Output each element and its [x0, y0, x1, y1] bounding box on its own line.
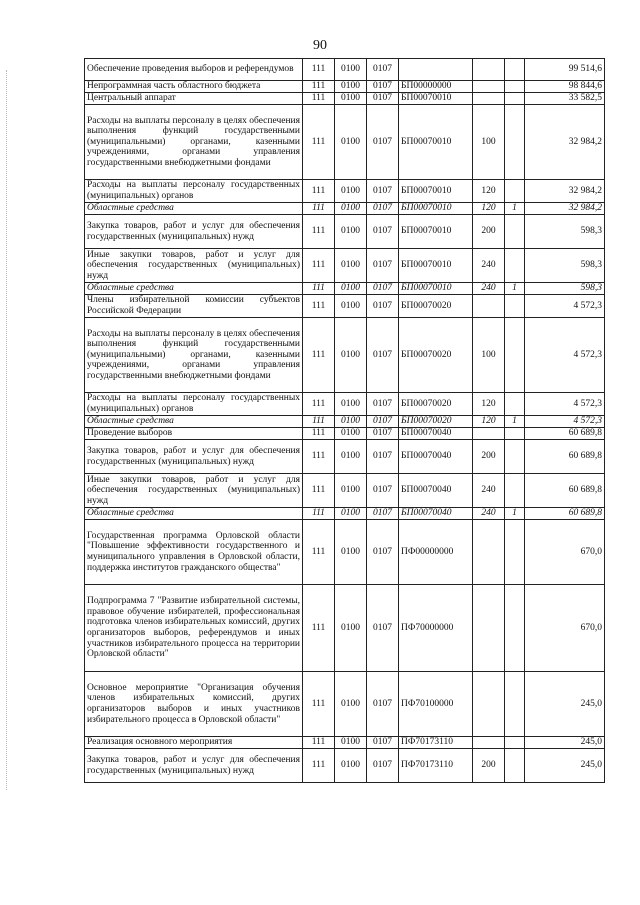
- funding-source-cell: [505, 474, 525, 508]
- expense-type-cell: 200: [473, 749, 505, 783]
- row-name-cell: Областные средства: [85, 203, 303, 215]
- funding-source-cell: [505, 105, 525, 180]
- funding-source-cell: 1: [505, 416, 525, 428]
- expense-type-cell: [473, 93, 505, 105]
- row-name-cell: Иные закупки товаров, работ и услуг для обеспечения государственных (муниципальных) нужд: [85, 474, 303, 508]
- funding-source-cell: [505, 749, 525, 783]
- subsection-code-cell: 0107: [367, 749, 399, 783]
- expense-type-cell: 120: [473, 416, 505, 428]
- subsection-code-cell: 0107: [367, 81, 399, 93]
- funding-source-cell: [505, 249, 525, 283]
- ministry-code-cell: 111: [303, 215, 335, 249]
- target-article-cell: БП00070020: [399, 295, 473, 318]
- target-article-cell: БП00070040: [399, 428, 473, 440]
- expense-type-cell: 240: [473, 249, 505, 283]
- table-row: [85, 215, 605, 249]
- funding-source-cell: [505, 59, 525, 81]
- table-row: [85, 59, 605, 81]
- ministry-code-cell: 111: [303, 81, 335, 93]
- row-name-cell: Областные средства: [85, 508, 303, 520]
- funding-source-cell: [505, 440, 525, 474]
- amount-cell: 98 844,6: [525, 81, 605, 93]
- row-name-cell: Обеспечение проведения выборов и референдумов: [85, 59, 303, 81]
- ministry-code-cell: 111: [303, 93, 335, 105]
- ministry-code-cell: 111: [303, 249, 335, 283]
- expense-type-cell: 120: [473, 393, 505, 416]
- target-article-cell: БП00070040: [399, 474, 473, 508]
- target-article-cell: ПФ70100000: [399, 672, 473, 737]
- target-article-cell: БП00070010: [399, 180, 473, 203]
- row-name-cell: Проведение выборов: [85, 428, 303, 440]
- subsection-code-cell: 0107: [367, 428, 399, 440]
- table-row: [85, 428, 605, 440]
- target-article-cell: [399, 59, 473, 81]
- ministry-code-cell: 111: [303, 203, 335, 215]
- subsection-code-cell: 0107: [367, 59, 399, 81]
- section-code-cell: 0100: [335, 749, 367, 783]
- expense-type-cell: 120: [473, 180, 505, 203]
- row-name-cell: Закупка товаров, работ и услуг для обеспечения государственных (муниципальных) нужд: [85, 440, 303, 474]
- target-article-cell: БП00070010: [399, 203, 473, 215]
- subsection-code-cell: 0107: [367, 508, 399, 520]
- amount-cell: 245,0: [525, 737, 605, 749]
- section-code-cell: 0100: [335, 318, 367, 393]
- table-row: [85, 737, 605, 749]
- table-row: [85, 393, 605, 416]
- target-article-cell: БП00070020: [399, 318, 473, 393]
- funding-source-cell: [505, 428, 525, 440]
- expense-type-cell: 200: [473, 215, 505, 249]
- ministry-code-cell: 111: [303, 416, 335, 428]
- expense-type-cell: [473, 737, 505, 749]
- expense-type-cell: [473, 585, 505, 672]
- ministry-code-cell: 111: [303, 105, 335, 180]
- expense-type-cell: [473, 295, 505, 318]
- expense-type-cell: 100: [473, 318, 505, 393]
- section-code-cell: 0100: [335, 180, 367, 203]
- section-code-cell: 0100: [335, 81, 367, 93]
- funding-source-cell: 1: [505, 283, 525, 295]
- expense-type-cell: [473, 520, 505, 585]
- ministry-code-cell: 111: [303, 508, 335, 520]
- section-code-cell: 0100: [335, 428, 367, 440]
- section-code-cell: 0100: [335, 508, 367, 520]
- target-article-cell: ПФ70173110: [399, 737, 473, 749]
- section-code-cell: 0100: [335, 283, 367, 295]
- amount-cell: 598,3: [525, 249, 605, 283]
- amount-cell: 32 984,2: [525, 180, 605, 203]
- ministry-code-cell: 111: [303, 318, 335, 393]
- section-code-cell: 0100: [335, 416, 367, 428]
- amount-cell: 60 689,8: [525, 474, 605, 508]
- amount-cell: 60 689,8: [525, 428, 605, 440]
- funding-source-cell: [505, 215, 525, 249]
- section-code-cell: 0100: [335, 737, 367, 749]
- funding-source-cell: [505, 318, 525, 393]
- funding-source-cell: [505, 393, 525, 416]
- section-code-cell: 0100: [335, 585, 367, 672]
- expense-type-cell: 240: [473, 474, 505, 508]
- funding-source-cell: [505, 93, 525, 105]
- ministry-code-cell: 111: [303, 672, 335, 737]
- section-code-cell: 0100: [335, 203, 367, 215]
- section-code-cell: 0100: [335, 93, 367, 105]
- amount-cell: 4 572,3: [525, 393, 605, 416]
- page-number: 90: [313, 38, 327, 53]
- subsection-code-cell: 0107: [367, 416, 399, 428]
- ministry-code-cell: 111: [303, 585, 335, 672]
- row-name-cell: Областные средства: [85, 416, 303, 428]
- funding-source-cell: [505, 672, 525, 737]
- table-row: [85, 585, 605, 672]
- amount-cell: 60 689,8: [525, 508, 605, 520]
- target-article-cell: БП00070040: [399, 508, 473, 520]
- subsection-code-cell: 0107: [367, 672, 399, 737]
- amount-cell: 598,3: [525, 283, 605, 295]
- funding-source-cell: [505, 81, 525, 93]
- target-article-cell: ПФ70000000: [399, 585, 473, 672]
- subsection-code-cell: 0107: [367, 440, 399, 474]
- target-article-cell: ПФ70173110: [399, 749, 473, 783]
- expense-type-cell: [473, 428, 505, 440]
- row-name-cell: Расходы на выплаты персоналу государственных (муниципальных) органов: [85, 393, 303, 416]
- subsection-code-cell: 0107: [367, 393, 399, 416]
- funding-source-cell: [505, 180, 525, 203]
- amount-cell: 245,0: [525, 672, 605, 737]
- amount-cell: 33 582,5: [525, 93, 605, 105]
- target-article-cell: БП00070020: [399, 393, 473, 416]
- row-name-cell: Непрограммная часть областного бюджета: [85, 81, 303, 93]
- ministry-code-cell: 111: [303, 520, 335, 585]
- table-row: [85, 81, 605, 93]
- expense-type-cell: [473, 59, 505, 81]
- section-code-cell: 0100: [335, 393, 367, 416]
- ministry-code-cell: 111: [303, 283, 335, 295]
- funding-source-cell: [505, 520, 525, 585]
- amount-cell: 245,0: [525, 749, 605, 783]
- ministry-code-cell: 111: [303, 180, 335, 203]
- amount-cell: 670,0: [525, 585, 605, 672]
- funding-source-cell: [505, 737, 525, 749]
- amount-cell: 598,3: [525, 215, 605, 249]
- expense-type-cell: 240: [473, 508, 505, 520]
- target-article-cell: БП00070020: [399, 416, 473, 428]
- subsection-code-cell: 0107: [367, 203, 399, 215]
- target-article-cell: БП00070010: [399, 249, 473, 283]
- row-name-cell: Центральный аппарат: [85, 93, 303, 105]
- target-article-cell: БП00000000: [399, 81, 473, 93]
- table-row: [85, 672, 605, 737]
- expense-type-cell: 240: [473, 283, 505, 295]
- subsection-code-cell: 0107: [367, 295, 399, 318]
- target-article-cell: БП00070010: [399, 93, 473, 105]
- table-row: [85, 520, 605, 585]
- subsection-code-cell: 0107: [367, 105, 399, 180]
- row-name-cell: Основное мероприятие "Организация обучения членов избирательных комиссий, других организаторов выборов и иных участников избирательного процесса в Орловской области": [85, 672, 303, 737]
- table-row: [85, 318, 605, 393]
- section-code-cell: 0100: [335, 59, 367, 81]
- section-code-cell: 0100: [335, 215, 367, 249]
- section-code-cell: 0100: [335, 672, 367, 737]
- target-article-cell: БП00070010: [399, 105, 473, 180]
- ministry-code-cell: 111: [303, 440, 335, 474]
- section-code-cell: 0100: [335, 520, 367, 585]
- row-name-cell: Иные закупки товаров, работ и услуг для обеспечения государственных (муниципальных) нужд: [85, 249, 303, 283]
- section-code-cell: 0100: [335, 474, 367, 508]
- section-code-cell: 0100: [335, 295, 367, 318]
- table-row: [85, 508, 605, 520]
- funding-source-cell: 1: [505, 508, 525, 520]
- subsection-code-cell: 0107: [367, 180, 399, 203]
- subsection-code-cell: 0107: [367, 474, 399, 508]
- row-name-cell: Расходы на выплаты персоналу в целях обеспечения выполнения функций государственными (муниципальными) органами, казенными учреждениями, органами управления государственными внебюджетными фондами: [85, 318, 303, 393]
- table-row: [85, 249, 605, 283]
- subsection-code-cell: 0107: [367, 283, 399, 295]
- ministry-code-cell: 111: [303, 428, 335, 440]
- amount-cell: 4 572,3: [525, 318, 605, 393]
- expense-type-cell: [473, 672, 505, 737]
- table-row: [85, 283, 605, 295]
- row-name-cell: Государственная программа Орловской области "Повышение эффективности государственного и муниципального управления в Орловской области, поддержка институтов гражданского общества": [85, 520, 303, 585]
- amount-cell: 32 984,2: [525, 203, 605, 215]
- expense-type-cell: 100: [473, 105, 505, 180]
- ministry-code-cell: 111: [303, 749, 335, 783]
- row-name-cell: Расходы на выплаты персоналу в целях обеспечения выполнения функций государственными (муниципальными) органами, казенными учреждениями, органами управления государственными внебюджетными фондами: [85, 105, 303, 180]
- table-row: [85, 749, 605, 783]
- ministry-code-cell: 111: [303, 393, 335, 416]
- amount-cell: 32 984,2: [525, 105, 605, 180]
- budget-table: [84, 58, 605, 783]
- table-row: [85, 474, 605, 508]
- subsection-code-cell: 0107: [367, 93, 399, 105]
- amount-cell: 4 572,3: [525, 416, 605, 428]
- amount-cell: 99 514,6: [525, 59, 605, 81]
- table-row: [85, 295, 605, 318]
- subsection-code-cell: 0107: [367, 585, 399, 672]
- ministry-code-cell: 111: [303, 59, 335, 81]
- table-row: [85, 93, 605, 105]
- target-article-cell: ПФ00000000: [399, 520, 473, 585]
- ministry-code-cell: 111: [303, 295, 335, 318]
- section-code-cell: 0100: [335, 105, 367, 180]
- table-row: [85, 180, 605, 203]
- table-row: [85, 203, 605, 215]
- subsection-code-cell: 0107: [367, 249, 399, 283]
- target-article-cell: БП00070040: [399, 440, 473, 474]
- target-article-cell: БП00070010: [399, 283, 473, 295]
- table-row: [85, 440, 605, 474]
- target-article-cell: БП00070010: [399, 215, 473, 249]
- funding-source-cell: [505, 295, 525, 318]
- subsection-code-cell: 0107: [367, 520, 399, 585]
- amount-cell: 4 572,3: [525, 295, 605, 318]
- section-code-cell: 0100: [335, 440, 367, 474]
- row-name-cell: Реализация основного мероприятия: [85, 737, 303, 749]
- expense-type-cell: [473, 81, 505, 93]
- amount-cell: 60 689,8: [525, 440, 605, 474]
- ministry-code-cell: 111: [303, 737, 335, 749]
- row-name-cell: Закупка товаров, работ и услуг для обеспечения государственных (муниципальных) нужд: [85, 749, 303, 783]
- row-name-cell: Подпрограмма 7 "Развитие избирательной системы, правовое обучение избирателей, профессиональная подготовка членов избирательных комиссий, других организаторов выборов, референдумов и иных участников избирательного процесса на территории Орловской области": [85, 585, 303, 672]
- table-row: [85, 416, 605, 428]
- row-name-cell: Члены избирательной комиссии субъектов Российской Федерации: [85, 295, 303, 318]
- margin-line: [6, 70, 7, 790]
- expense-type-cell: 200: [473, 440, 505, 474]
- table-row: [85, 105, 605, 180]
- ministry-code-cell: 111: [303, 474, 335, 508]
- row-name-cell: Расходы на выплаты персоналу государственных (муниципальных) органов: [85, 180, 303, 203]
- subsection-code-cell: 0107: [367, 215, 399, 249]
- funding-source-cell: [505, 585, 525, 672]
- row-name-cell: Закупка товаров, работ и услуг для обеспечения государственных (муниципальных) нужд: [85, 215, 303, 249]
- subsection-code-cell: 0107: [367, 737, 399, 749]
- section-code-cell: 0100: [335, 249, 367, 283]
- expense-type-cell: 120: [473, 203, 505, 215]
- row-name-cell: Областные средства: [85, 283, 303, 295]
- funding-source-cell: 1: [505, 203, 525, 215]
- subsection-code-cell: 0107: [367, 318, 399, 393]
- amount-cell: 670,0: [525, 520, 605, 585]
